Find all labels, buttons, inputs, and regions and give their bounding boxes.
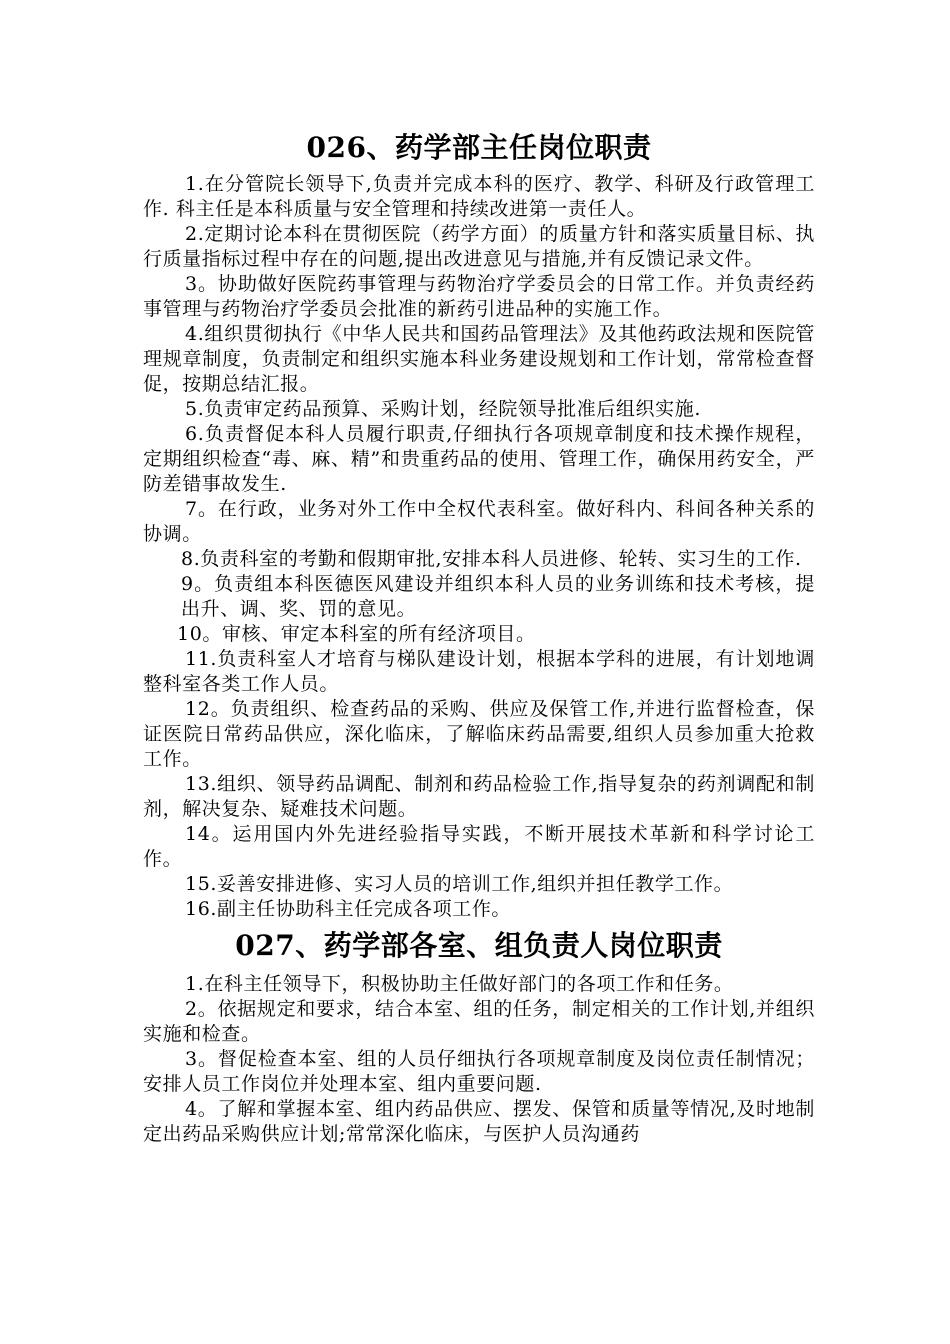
- duty-item-3: 3。督促检查本室、组的人员仔细执行各项规章制度及岗位责任制情况；安排人员工作岗位并处理本室、组内重要问题.: [143, 1048, 815, 1095]
- section-026-body: [143, 172, 815, 922]
- document-page: [143, 128, 815, 1147]
- duty-item-9: 9。负责组本科医德医风建设并组织本科人员的业务训练和技术考核，提出升、调、奖、罚的意见。: [181, 573, 815, 620]
- duty-item-12: 12。负责组织、检查药品的采购、供应及保管工作,并进行监督检查，保证医院日常药品供应，深化临床，了解临床药品需要,组织人员参加重大抢救工作。: [143, 698, 815, 770]
- duty-item-8: 8.负责科室的考勤和假期审批,安排本科人员进修、轮转、实习生的工作.: [181, 548, 802, 570]
- duty-item-2: 2.定期讨论本科在贯彻医院（药学方面）的质量方针和落实质量目标、执行质量指标过程中存在的问题,提出改进意见与措施,并有反馈记录文件。: [143, 223, 815, 270]
- duty-item-11: 11.负责科室人才培育与梯队建设计划，根据本学科的进展，有计划地调整科室各类工作人员。: [143, 648, 815, 695]
- duty-item-10: 10。审核、审定本科室的所有经济项目。: [177, 623, 536, 645]
- duty-item-14: 14。运用国内外先进经验指导实践，不断开展技术革新和科学讨论工作。: [143, 823, 815, 870]
- duty-item-3: 3。协助做好医院药事管理与药物治疗学委员会的日常工作。并负责经药事管理与药物治疗学委员会批准的新药引进品种的实施工作。: [143, 273, 815, 320]
- duty-item-15: 15.妥善安排进修、实习人员的培训工作,组织并担任教学工作。: [185, 873, 734, 895]
- duty-item-7: 7。在行政，业务对外工作中全权代表科室。做好科内、科间各种关系的协调。: [143, 498, 815, 545]
- duty-item-2: 2。依据规定和要求，结合本室、组的任务，制定相关的工作计划,并组织实施和检查。: [143, 998, 815, 1045]
- duty-item-6: 6.负责督促本科人员履行职责,仔细执行各项规章制度和技术操作规程，定期组织检查“毒、麻、精”和贵重药品的使用、管理工作，确保用药安全，严防差错事故发生.: [143, 423, 815, 495]
- duty-item-16: 16.副主任协助科主任完成各项工作。: [185, 898, 512, 920]
- duty-item-4: 4.组织贯彻执行《中华人民共和国药品管理法》及其他药政法规和医院管理规章制度，负责制定和组织实施本科业务建设规划和工作计划，常常检查督促，按期总结汇报。: [143, 323, 815, 395]
- duty-item-1: 1.在分管院长领导下,负责并完成本科的医疗、教学、科研及行政管理工作. 科主任是本科质量与安全管理和持续改进第一责任人。: [143, 173, 815, 220]
- duty-item-4: 4。了解和掌握本室、组内药品供应、摆发、保管和质量等情况,及时地制定出药品采购供应计划;常常深化临床，与医护人员沟通药: [143, 1098, 815, 1145]
- duty-item-1: 1.在科主任领导下，积极协助主任做好部门的各项工作和任务。: [185, 973, 734, 995]
- section-title-027: 027、药学部各室、组负责人岗位职责: [235, 929, 723, 962]
- duty-item-5: 5.负责审定药品预算、采购计划，经院领导批准后组织实施.: [185, 398, 701, 420]
- section-027-body: [143, 972, 815, 1147]
- section-title-026: 026、药学部主任岗位职责: [306, 131, 652, 164]
- duty-item-13: 13.组织、领导药品调配、制剂和药品检验工作,指导复杂的药剂调配和制剂，解决复杂、疑难技术问题。: [143, 773, 815, 820]
